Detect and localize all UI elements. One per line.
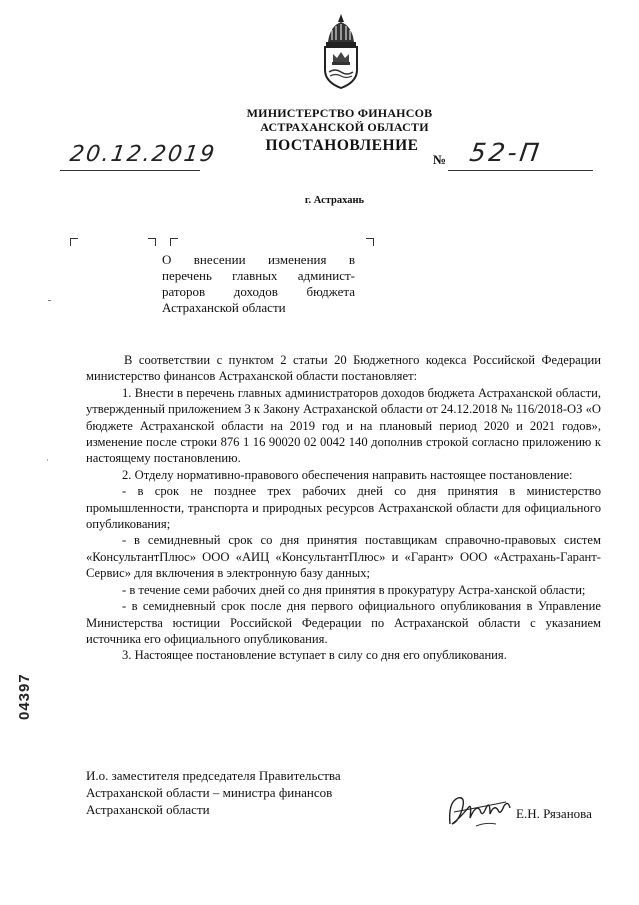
body-paragraph: 1. Внести в перечень главных администраторов доходов бюджета Астраханской области, утвержденный приложением 3 к Закону Астраханской области от 24.12.2018 № 116/2018-ОЗ «О бюджете Астраханской области на 2019 год и на плановый период 2020 и 2021 годов», изменение после строки 876 1 16 90020 02 0042 140 дополнив строкой согласно приложению к настоящему постановлению. bbox=[86, 385, 601, 466]
signer-name: Е.Н. Рязанова bbox=[516, 806, 592, 821]
handwritten-document-number: 52-П bbox=[467, 138, 544, 167]
date-underline bbox=[60, 170, 200, 171]
ministry-line-1: МИНИСТЕРСТВО ФИНАНСОВ bbox=[246, 106, 433, 120]
handwritten-signature bbox=[446, 788, 518, 834]
document-type-title: ПОСТАНОВЛЕНИЕ bbox=[265, 137, 419, 154]
body-list-item: - в течение семи рабочих дней со дня принятия в прокуратуру Астра-ханской области; bbox=[122, 582, 586, 597]
coat-of-arms-emblem bbox=[318, 12, 364, 90]
ministry-line-2: АСТРАХАНСКОЙ ОБЛАСТИ bbox=[260, 120, 429, 134]
margin-mark bbox=[48, 300, 51, 301]
margin-mark: · bbox=[46, 455, 49, 465]
preamble-paragraph: В соответствии с пунктом 2 статьи 20 Бюджетного кодекса Российской Федерации министерство финансов Астраханской области постановляет: bbox=[86, 353, 601, 384]
number-sign: № bbox=[433, 152, 447, 167]
city-name: г. Астрахань bbox=[304, 195, 365, 206]
number-underline bbox=[448, 170, 593, 171]
body-list-item: - в семидневный срок после дня первого официального опубликования в Управление Министерства юстиции Российской Федерации по Астраханской области с указанием источника его официального опубликования. bbox=[86, 599, 601, 646]
handwritten-date: 20.12.2019 bbox=[68, 142, 218, 167]
ministry-name bbox=[0, 106, 639, 134]
margin-stamp-number: 04397 bbox=[16, 673, 33, 720]
corner-bracket bbox=[366, 238, 374, 246]
body-list-item: - в семидневный срок со дня принятия поставщикам справочно-правовых систем «КонсультантПлюс» ООО «АИЦ «КонсультантПлюс» и «Гарант» ООО «Астрахань-Гарант-Сервис» для включения в электронную базу данных; bbox=[86, 533, 601, 581]
signer-title bbox=[86, 767, 341, 818]
body-paragraph: 3. Настоящее постановление вступает в силу со дня его опубликования. bbox=[122, 648, 507, 663]
subject-line: Астраханской области bbox=[162, 300, 286, 315]
body-list-item: - в срок не позднее трех рабочих дней со дня принятия в министерство промышленности, транспорта и природных ресурсов Астраханской области для официального опубликования; bbox=[86, 484, 601, 532]
body-paragraph: 2. Отделу нормативно-правового обеспечения направить настоящее постановление: bbox=[122, 467, 573, 482]
document-body bbox=[86, 352, 601, 664]
corner-bracket bbox=[170, 238, 178, 246]
signer-title-line: И.о. заместителя председателя Правительства bbox=[86, 768, 341, 783]
subject-line: О внесении изменения в bbox=[162, 252, 355, 267]
signer-title-line: Астраханской области – министра финансов bbox=[86, 785, 333, 800]
corner-bracket bbox=[70, 238, 78, 246]
signer-title-line: Астраханской области bbox=[86, 802, 210, 817]
corner-bracket bbox=[148, 238, 156, 246]
subject-line: раторов доходов бюджета bbox=[162, 284, 355, 299]
subject-line: перечень главных админист- bbox=[162, 268, 355, 283]
subject-block bbox=[162, 252, 355, 316]
